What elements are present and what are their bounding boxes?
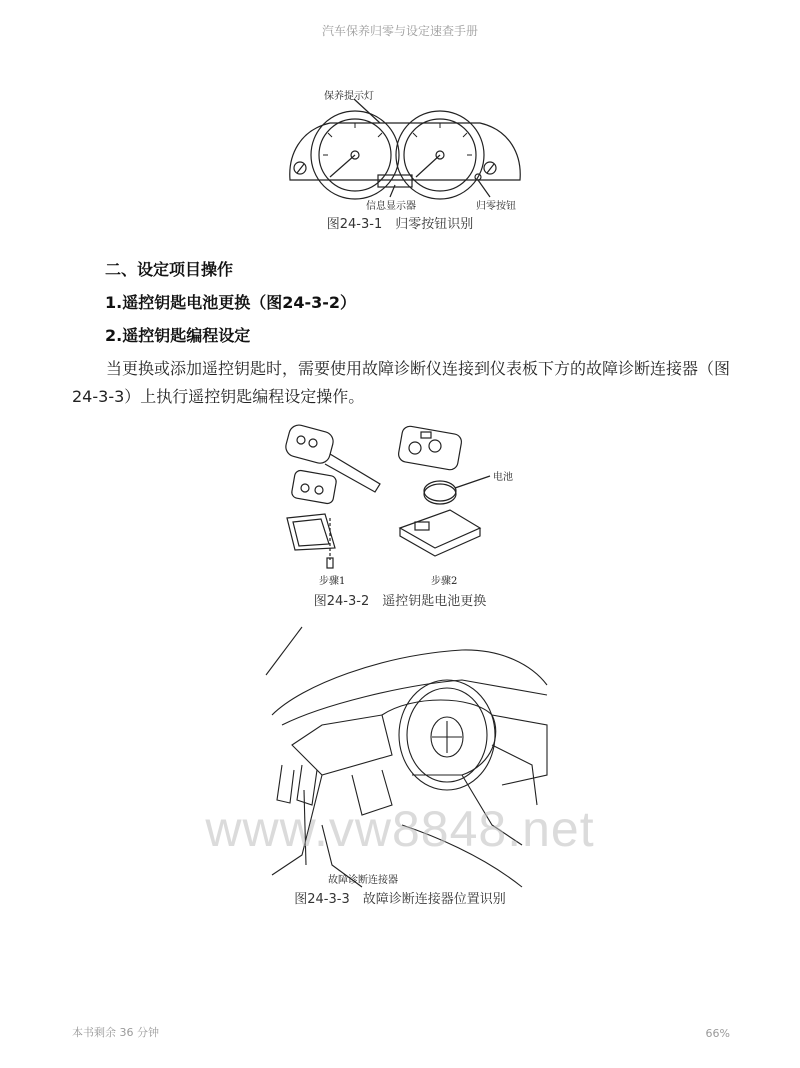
figure2-caption: 图24-3-2 遥控钥匙电池更换	[313, 594, 487, 609]
label-step2: 步骤2	[431, 576, 458, 587]
figure3-caption: 图24-3-3 故障诊断连接器位置识别	[294, 892, 506, 907]
label-diagnostic-connector: 故障诊断连接器	[328, 875, 398, 886]
label-maintenance-light: 保养提示灯	[324, 91, 374, 102]
watermark: www.vw8848.net	[205, 801, 595, 857]
label-battery: 电池	[493, 472, 513, 483]
section-heading: 二、设定项目操作	[105, 260, 234, 279]
paragraph-text: 当更换或添加遥控钥匙时，需要使用故障诊断仪连接到仪表板下方的故障诊断连接器（图24-3-3）上执行遥控钥匙编程设定操作。	[72, 359, 731, 406]
running-title: 汽车保养归零与设定速查手册	[321, 24, 478, 38]
reading-time-remaining: 本书剩余 36 分钟	[72, 1026, 159, 1039]
instrument-cluster-figure	[280, 85, 530, 215]
subheading-battery: 1.遥控钥匙电池更换（图24-3-2）	[105, 293, 357, 312]
reading-progress: 66%	[705, 1027, 730, 1040]
label-reset-button: 归零按钮	[476, 201, 516, 212]
body-paragraph	[72, 355, 732, 411]
label-step1: 步骤1	[319, 576, 346, 587]
label-info-display: 信息显示器	[366, 201, 416, 212]
subheading-programming: 2.遥控钥匙编程设定	[105, 326, 251, 345]
figure1-caption: 图24-3-1 归零按钮识别	[326, 217, 474, 232]
key-battery-figure	[275, 418, 535, 588]
